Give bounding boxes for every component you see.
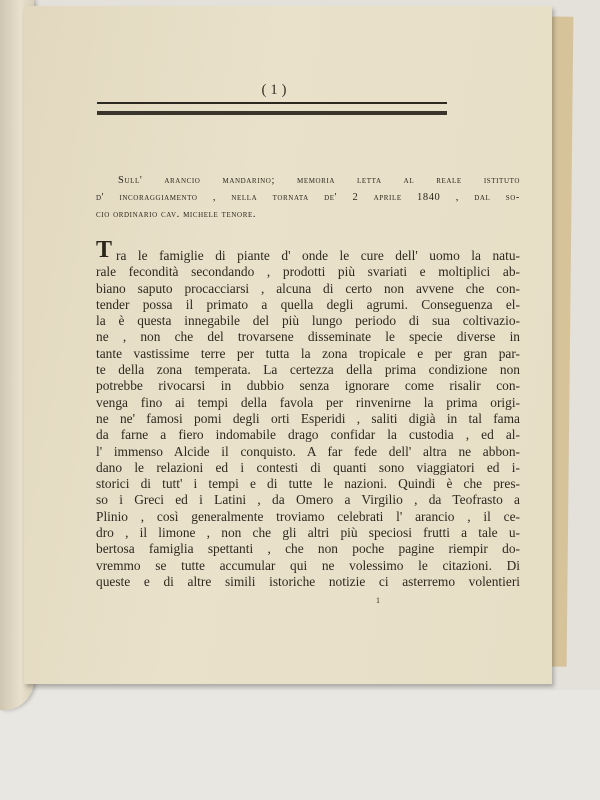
body-line: l' immenso Alcide il conquisto. A far fede dell' altra ne abbon- [96,443,520,459]
body-line: ra le famiglie di piante d' onde le cure dell' uomo la natu- [116,248,520,263]
body-line: biano saputo procacciarsi , alcuna di certo non avvene che con- [96,280,520,296]
body-line: potrebbe rivocarsi in dubbio senza ignorare come risalir con- [96,378,520,394]
body-line: dano le relazioni ed i contesti di quanti sono viaggiatori ed i- [96,459,520,475]
body-line: te della zona temperata. La certezza della prima condizione non [96,362,520,378]
body-line: Plinio , così generalmente troviamo celebrati l' arancio , il ce- [96,508,520,524]
page-number: ( 1 ) [261,82,287,98]
body-line: la è questa innegabile del più lungo periodo di sua coltivazio- [96,313,520,329]
background [0,690,600,800]
title-line: Sull' arancio mandarino; memoria letta al reale istituto [118,175,520,186]
signature-mark: 1 [376,596,380,605]
body-line: queste e di altre simili istoriche notizie ci asterremo volentieri [96,573,520,589]
article-title [96,172,520,223]
body-text [96,237,520,590]
body-line: vremmo se tutte accumular qui ne volessimo le citazioni. Di [96,557,520,573]
body-line: tender possa il primato a quella degli agrumi. Conseguenza el- [96,296,520,312]
body-line: ne , non che del trovarsene disseminate le specie diverse in [96,329,520,345]
header-rule [97,102,447,115]
title-line: cio ordinario cav. michele tenore. [96,209,257,220]
document-page [24,6,552,684]
title-line: d' incoraggiamento , nella tornata de' 2 aprile 1840 , dal so- [96,192,520,203]
body-line: da farne a fiero indomabile drago confidar la custodia , ed al- [96,427,520,443]
body-line: tante vastissime terre per tutta la zona tropicale e per gran par- [96,345,520,361]
body-line: storici di tutt' i tempi e di tutte le nazioni. Quindi è che pres- [96,476,520,492]
body-line: bertosa famiglia spettanti , che non poche pagine riempir do- [96,541,520,557]
body-line: so i Greci ed i Latini , da Omero a Virgilio , da Teofrasto a [96,492,520,508]
body-line: ne ne' famosi pomi degli orti Esperidi , saliti digià in tal fama [96,410,520,426]
drop-cap: T [96,237,113,263]
body-line: venga fino ai tempi della favola per rinvenirne la prima origi- [96,394,520,410]
body-line: rale fecondità secondando , prodotti più svariati e moltiplici ab- [96,264,520,280]
body-line: dro , il limone , non che gli altri più speciosi frutti a tale u- [96,525,520,541]
